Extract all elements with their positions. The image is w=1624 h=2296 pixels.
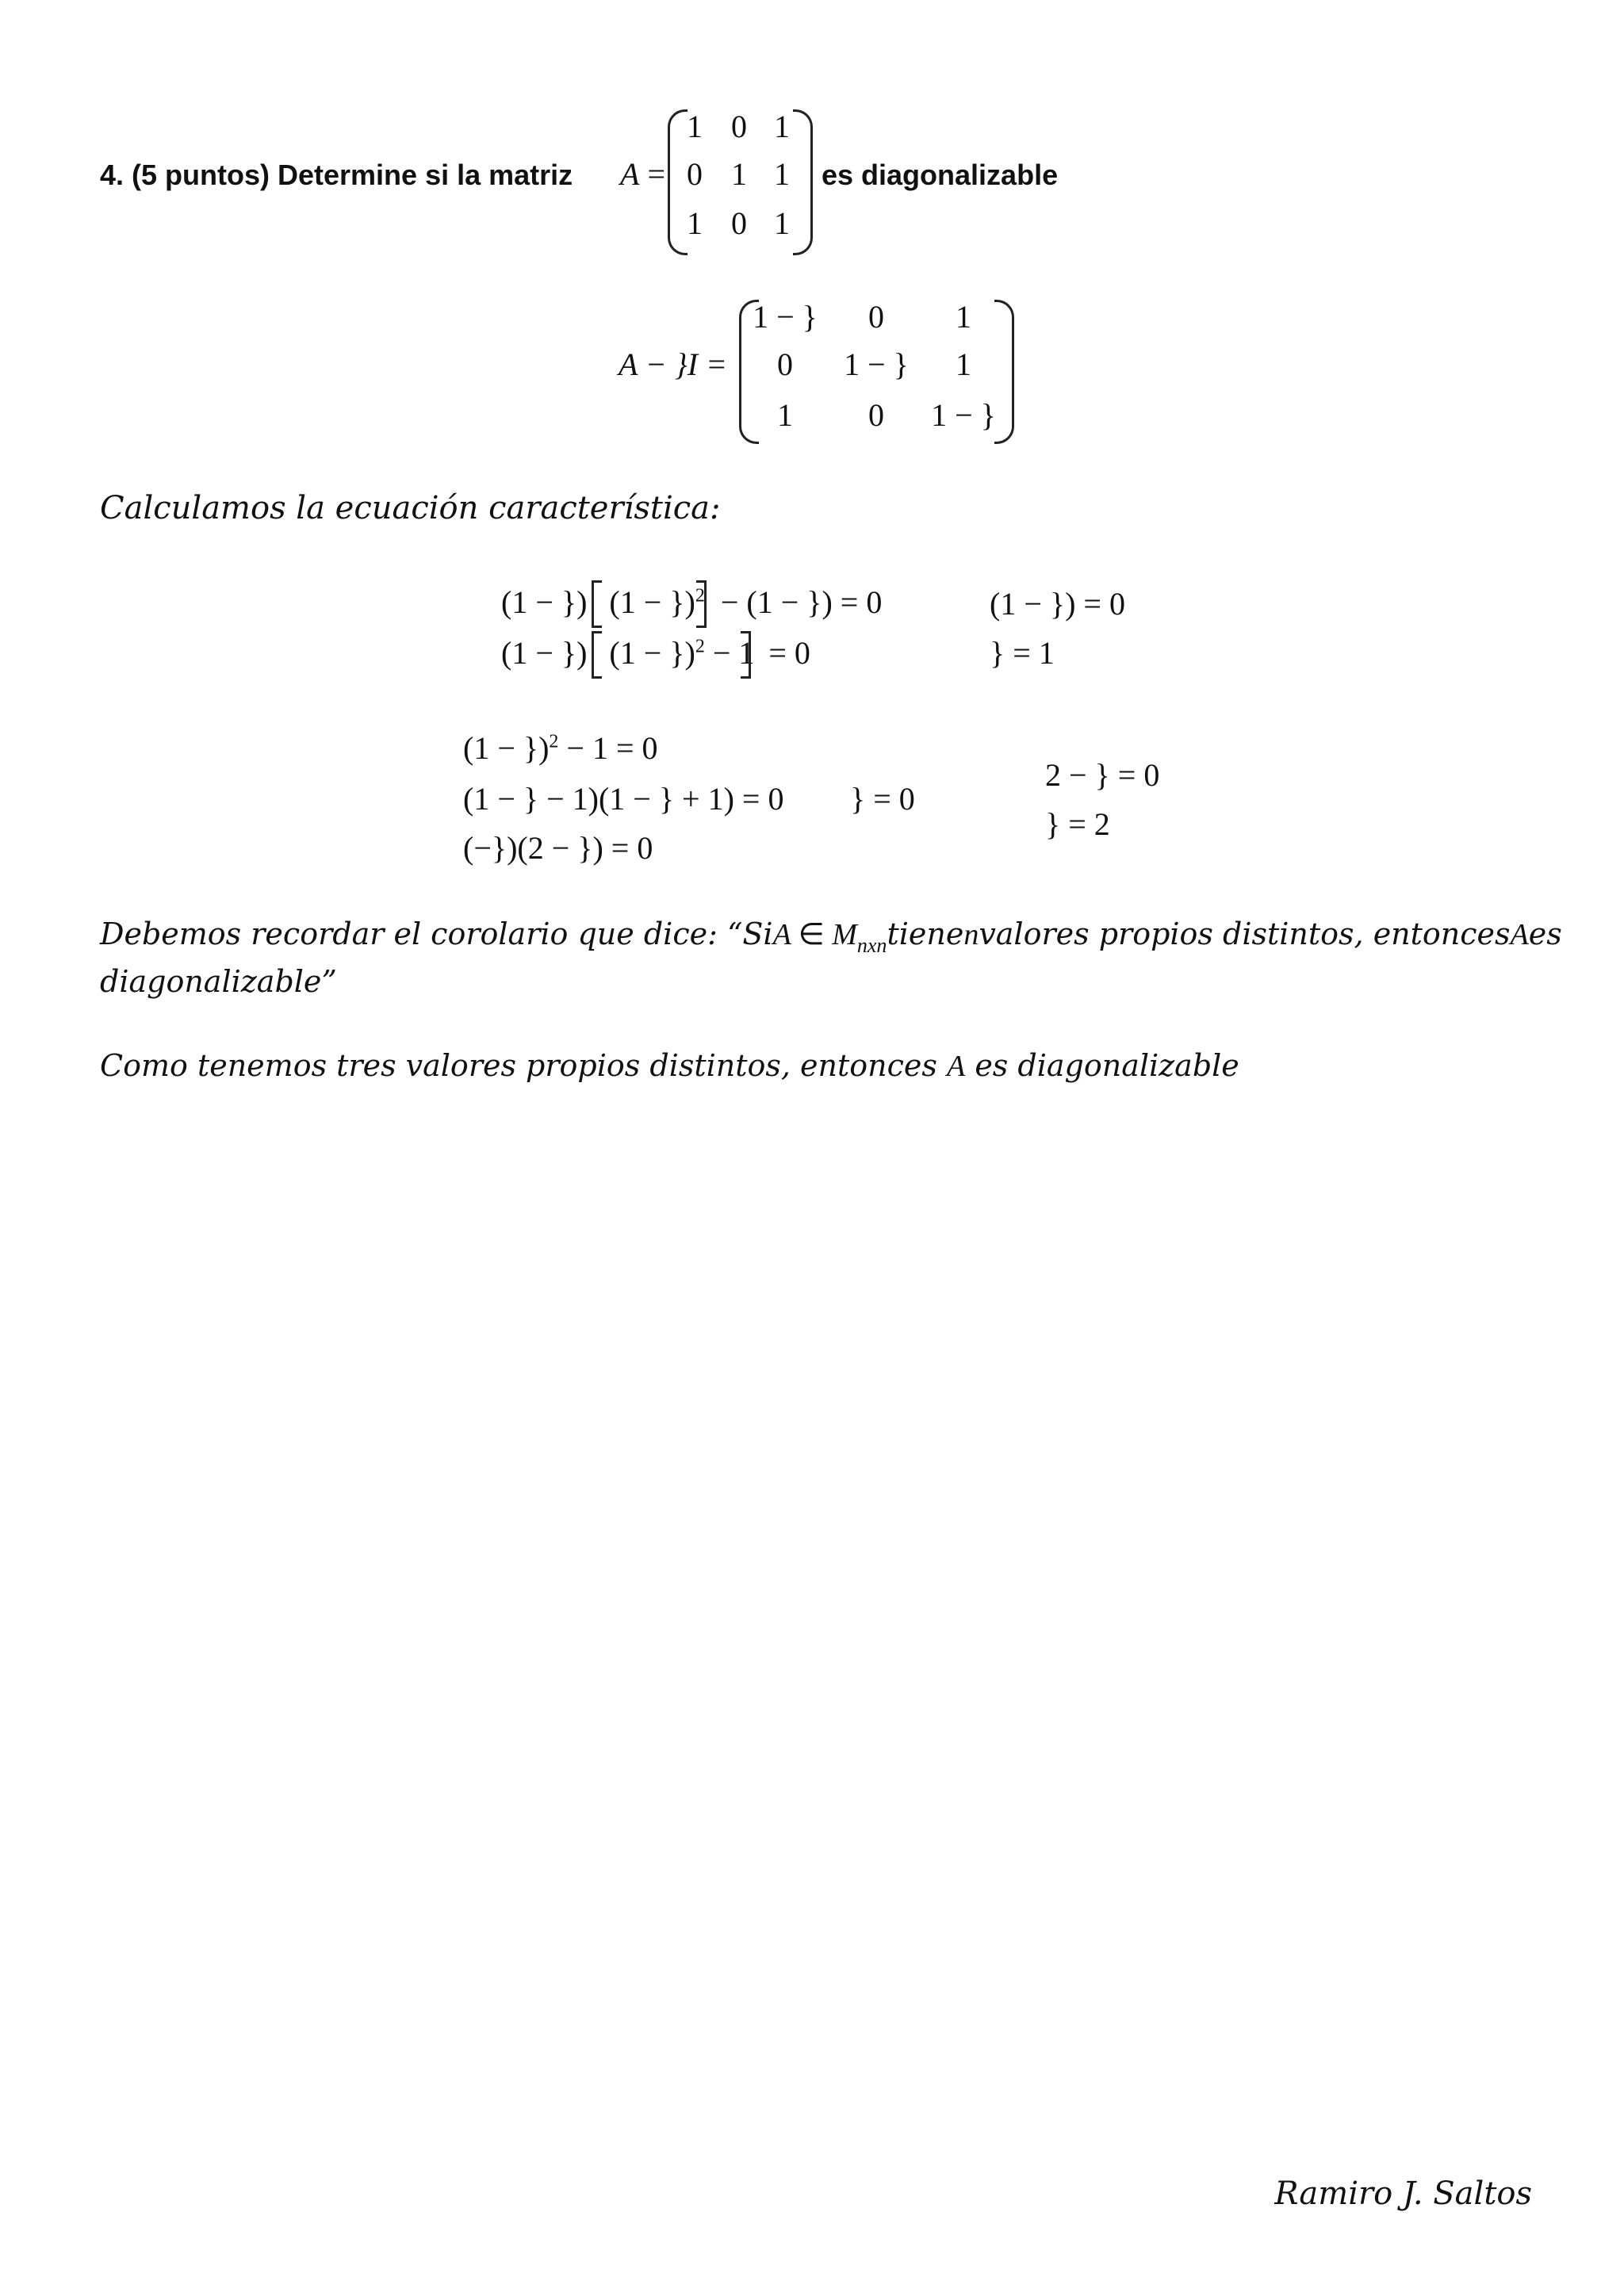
equation-line-1: (1 − }) (1 − })$^2$ − (1 − }) = 0 (501, 584, 883, 620)
left-bracket (592, 580, 602, 628)
root-eq-2: } = 1 (990, 635, 1055, 671)
matrix-cell: 1 − } (753, 299, 818, 335)
matrix-cell: 0 (868, 299, 884, 335)
equation-line-4: (1 − } − 1)(1 − } + 1) = 0 (463, 781, 784, 817)
root-eq-3: } = 0 (850, 781, 915, 817)
matrix-cell: 1 − } (844, 346, 909, 382)
right-bracket (741, 631, 751, 679)
matrix-cell: 1 (777, 397, 793, 433)
equation-line-2: (1 − }) (1 − })$^2$ − 1 = 0 (501, 635, 810, 671)
matrix-cell: 1 (731, 156, 747, 192)
matrix-cell: 1 (687, 205, 703, 241)
matrix-cell: 1 (774, 205, 790, 241)
conclusion: Como tenemos tres valores propios distintos, entonces A es diagonalizable (100, 1048, 1239, 1083)
matrix-name: A = (620, 156, 665, 192)
right-bracket (696, 580, 707, 628)
problem-tail: es diagonalizable (822, 159, 1059, 191)
matrix-cell: 1 − } (931, 397, 996, 433)
root-eq-4: 2 − } = 0 (1045, 757, 1160, 793)
ami-lhs: A − }I = (619, 346, 728, 382)
matrix-cell: 0 (687, 156, 703, 192)
matrix-cell: 0 (731, 109, 747, 144)
root-eq-1: (1 − }) = 0 (990, 586, 1125, 622)
matrix-cell: 1 (774, 156, 790, 192)
corollary-line-1: Debemos recordar el corolario que dice: “Si A ∈ $M_{nxn}$ tiene n valores propios distintos, entonces A es (100, 916, 1562, 957)
equation-line-5: (−})(2 − }) = 0 (463, 830, 653, 866)
equation-line-3: (1 − })$^2$ − 1 = 0 (463, 730, 658, 766)
matrix-cell: 1 (687, 109, 703, 144)
matrix-cell: 0 (731, 205, 747, 241)
author-signature: Ramiro J. Saltos (1274, 2175, 1532, 2212)
matrix-cell: 1 (956, 346, 971, 382)
left-bracket (592, 631, 602, 679)
matrix-cell: 1 (774, 109, 790, 144)
matrix-cell: 1 (956, 299, 971, 335)
matrix-cell: 0 (777, 346, 793, 382)
corollary-line-2: diagonalizable” (100, 964, 337, 999)
matrix-cell: 0 (868, 397, 884, 433)
root-eq-5: } = 2 (1045, 806, 1110, 842)
calc-heading: Calculamos la ecuación característica: (100, 490, 721, 526)
problem-heading: 4. (5 puntos) Determine si la matriz (100, 159, 573, 191)
